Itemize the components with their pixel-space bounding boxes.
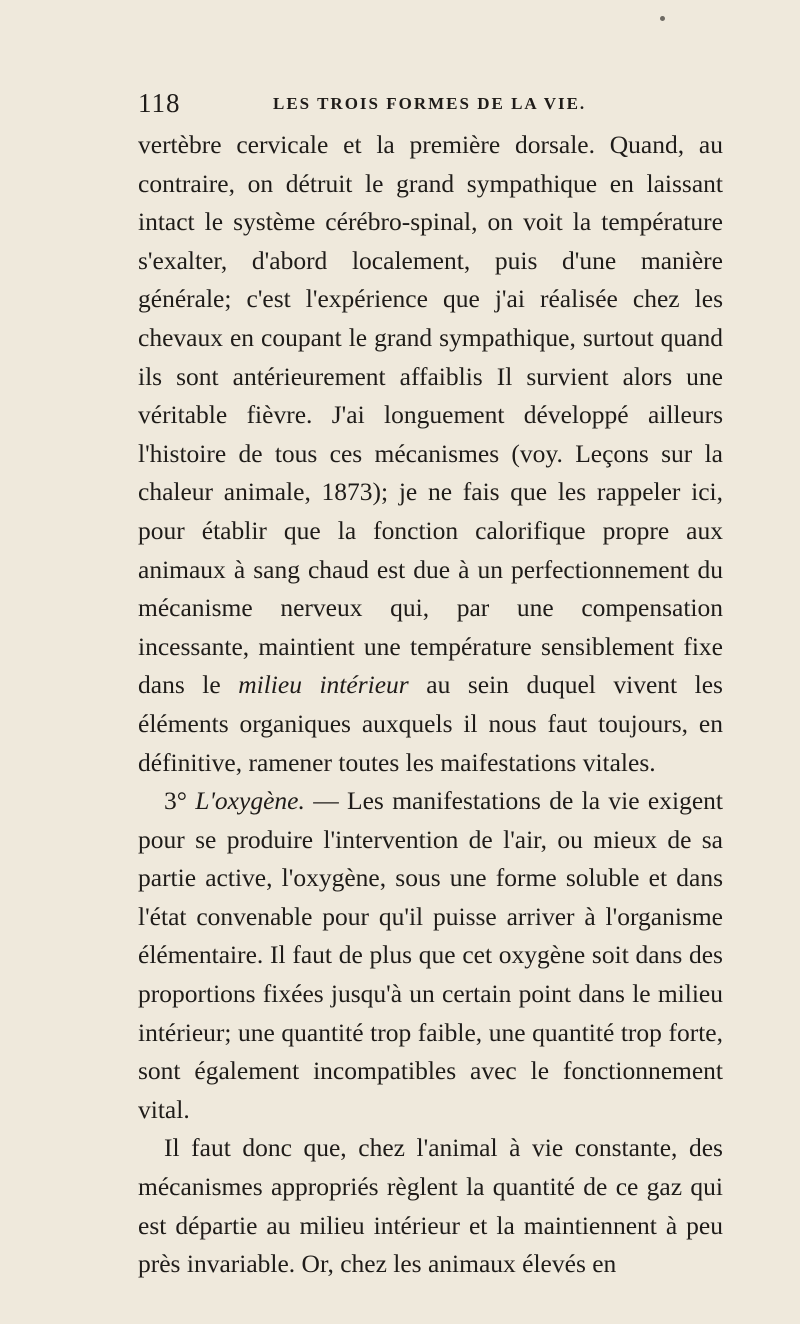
paragraph-1 (138, 126, 723, 782)
running-title: LES TROIS FORMES DE LA VIE. (273, 94, 587, 113)
page-header (138, 88, 723, 122)
paragraph-3-text: Il faut donc que, chez l'animal à vie constante, des mécanismes appropriés règlent la quantité de ce gaz qui est départie au milieu intérieur et la maintiennent à peu près invariable. Or, chez les animaux élevés en (138, 1133, 723, 1279)
paragraph-2-text: — Les manifestations de la vie exigent pour se produire l'intervention de l'air, ou mieux de sa partie active, l'oxygène, sous une forme soluble et dans l'état convenable pour qu'il puisse arriver à l'organisme élémentaire. Il faut de plus que cet oxygène soit dans des proportions fixées jusqu'à un certain point dans le milieu intérieur; une quantité trop faible, une quantité trop forte, sont également incompatibles avec le fonctionnement vital. (138, 786, 723, 1124)
italic-term-milieu-interieur: milieu intérieur (238, 670, 409, 700)
paragraph-1-text-b: au sein duquel vivent les éléments organiques auxquels il nous faut toujours, en définitive, ramener toutes les maifestations vitales. (138, 670, 723, 777)
paragraph-3 (138, 1129, 723, 1283)
paragraph-2 (138, 782, 723, 1129)
body-text (138, 126, 723, 1284)
page-number: 118 (138, 88, 181, 118)
paper-speck (660, 16, 665, 21)
section-heading-oxygene: L'oxygène. (195, 786, 305, 816)
paragraph-1-text-a: vertèbre cervicale et la première dorsale. Quand, au contraire, on détruit le grand sympathique en laissant intact le système cérébro-spinal, on voit la température s'exalter, d'abord localement, puis d'une manière générale; c'est l'expérience que j'ai réalisée chez les chevaux en coupant le grand sympathique, surtout quand ils sont antérieurement affaiblis Il survient alors une véritable fièvre. J'ai longuement développé ailleurs l'histoire de tous ces mécanismes (voy. Leçons sur la chaleur animale, 1873); je ne fais que les rappeler ici, pour établir que la fonction calorifique propre aux animaux à sang chaud est due à un perfectionnement du mécanisme nerveux qui, par une compensation incessante, maintient une température sensiblement fixe dans le (138, 130, 723, 700)
section-number: 3° (164, 786, 196, 816)
